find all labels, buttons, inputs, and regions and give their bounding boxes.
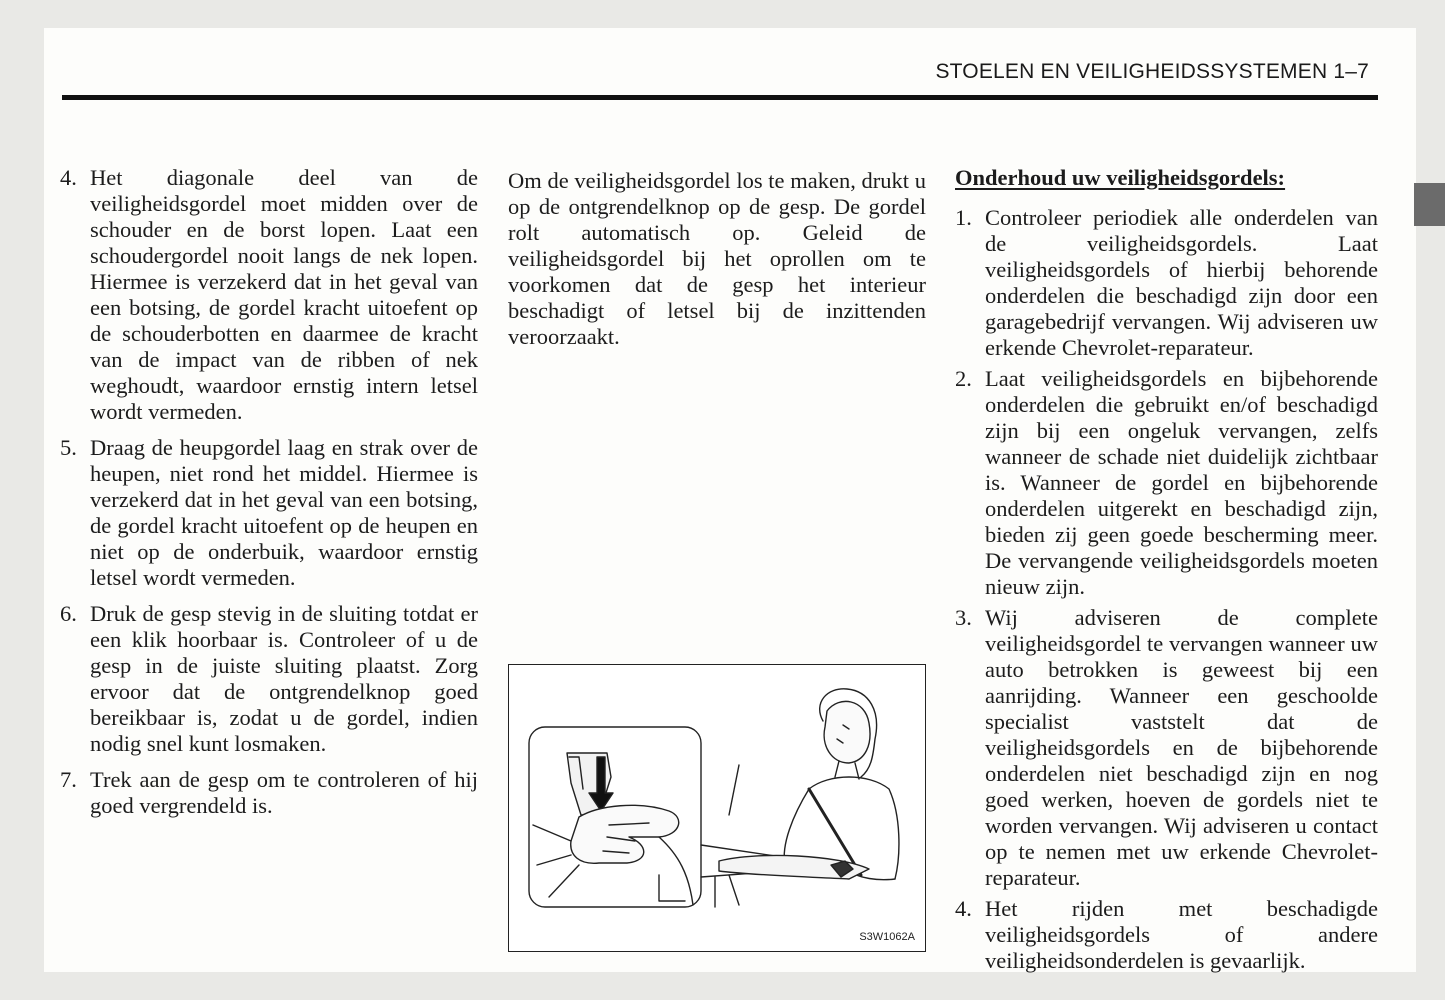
list-item-number: 4.: [955, 896, 972, 921]
woman-head: [824, 701, 870, 763]
list-item-text: Trek aan de gesp om te controleren of hij goed vergrendeld is.: [90, 767, 478, 818]
list-item-text: Het diagonale deel van de veiligheidsgordel moet midden over de schouder en de borst lopen. Laat een schoudergordel nooit langs de nek lopen. Hiermee is verzekerd dat in het geval van een botsing, de gordel kracht uitoefent op de schouderbotten en daarmee de kracht van de impact van de ribben of nek weghoudt, waardoor ernstig intern letsel wordt vermeden.: [90, 165, 478, 424]
seatbelt-buckle-illustration: [508, 664, 926, 952]
list-item-text: Laat veiligheidsgordels en bijbehorende onderdelen die gebruikt en/of beschadigd zijn bij een ongeluk vervangen, zelfs wanneer de schade niet duidelijk zichtbaar is. Wanneer de gordel en bijbehorende onderdelen uitgerekt en beschadigd zijn, bieden zij geen goede bescherming meer. De vervangende veiligheidsgordels moeten nieuw zijn.: [985, 366, 1378, 599]
list-item-number: 7.: [60, 767, 77, 792]
numbered-list: [955, 205, 1378, 974]
list-item: [955, 205, 1378, 361]
list-item-number: 2.: [955, 366, 972, 391]
list-item: [955, 896, 1378, 974]
figure-code: S3W1062A: [859, 931, 915, 943]
list-item-number: 3.: [955, 605, 972, 630]
column-1: [60, 165, 478, 829]
list-item: [955, 605, 1378, 891]
list-item: [955, 366, 1378, 600]
list-item: [60, 601, 478, 757]
list-item: [60, 435, 478, 591]
list-item: [60, 165, 478, 425]
list-item-number: 6.: [60, 601, 77, 626]
list-item-text: Wij adviseren de complete veiligheidsgordel te vervangen wanneer uw auto betrokken is geweest bij een aanrijding. Wanneer een geschoolde specialist vaststelt dat de veiligheidsgordels en de bijbehorende onderdelen niet beschadigd zijn en nog goed werken, hoeven de gordels niet te worden vervangen. Wij adviseren u contact op te nemen met uw erkende Chevrolet-reparateur.: [985, 605, 1378, 890]
list-item: [60, 767, 478, 819]
column-2-paragraph: Om de veiligheidsgordel los te maken, drukt u op de ontgrendelknop op de gesp. De gordel rolt automatisch op. Geleid de veiligheidsgordel bij het oprollen om te voorkomen dat de gesp het interieur beschadigt of letsel bij de inzittenden veroorzaakt.: [508, 168, 926, 349]
list-item-text: Controleer periodiek alle onderdelen van de veiligheidsgordels. Laat veiligheidsgordels of hierbij behorende onderdelen die beschadigd zijn door een garagebedrijf vervangen. Wij adviseren uw erkende Chevrolet-reparateur.: [985, 205, 1378, 360]
list-item-text: Druk de gesp stevig in de sluiting totdat er een klik hoorbaar is. Controleer of u de gesp in de juiste sluiting plaatst. Zorg ervoor dat de ontgrendelknop goed bereikbaar is, zodat u de gordel, indien nodig snel kunt losmaken.: [90, 601, 478, 756]
hand-outline: [571, 805, 679, 863]
page-header-title: STOELEN EN VEILIGHEIDSSYSTEMEN 1–7: [935, 60, 1369, 83]
list-item-text: Het rijden met beschadigde veiligheidsgordels of andere veiligheidsonderdelen is gevaarlijk.: [985, 896, 1378, 973]
numbered-list: [60, 165, 478, 819]
maintenance-heading: Onderhoud uw veiligheidsgordels:: [955, 165, 1286, 190]
list-item-number: 1.: [955, 205, 972, 230]
illustration-drawing: [509, 665, 927, 953]
list-item-number: 4.: [60, 165, 77, 190]
header-rule: [62, 95, 1378, 100]
list-item-text: Draag de heupgordel laag en strak over de heupen, niet rond het middel. Hiermee is verzekerd dat in het geval van een botsing, de gordel kracht uitoefent op de heupen en niet op de onderbuik, waardoor ernstig letsel wordt vermeden.: [90, 435, 478, 590]
chapter-tab-marker: [1414, 183, 1445, 226]
column-3: [955, 165, 1378, 979]
list-item-number: 5.: [60, 435, 77, 460]
